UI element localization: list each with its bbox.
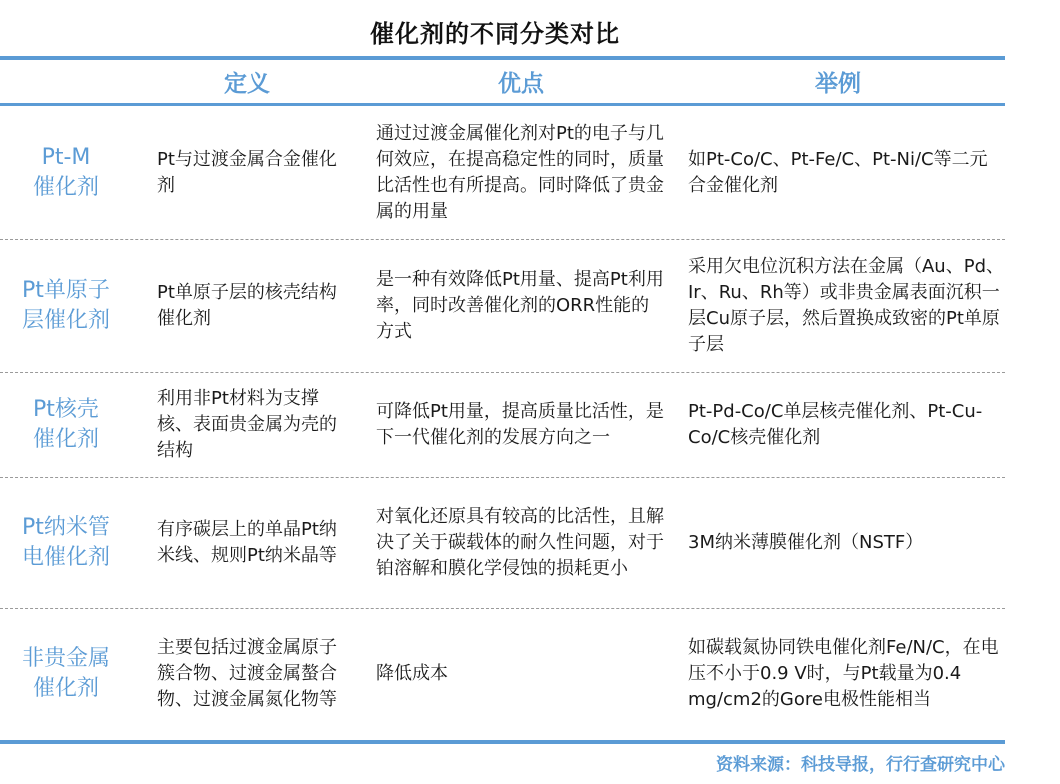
row-example [688,478,1005,608]
row-category-name [0,240,132,372]
row-definition-text: 利用非Pt材料为支撑核、表面贵金属为壳的结构 [157,388,337,461]
row-advantage-text: 对氧化还原具有较高的比活性，且解决了关于碳载体的耐久性问题，对于铂溶解和膜化学侵蚀的损耗更小 [376,506,664,579]
row-example [688,240,1005,372]
row-category-name [0,106,132,239]
row-category-text: Pt纳米管 电催化剂 [21,515,110,570]
row-definition-text: Pt与过渡金属合金催化剂 [157,148,337,196]
row-definition [157,106,337,239]
table-row [0,609,1005,739]
row-definition-text: 主要包括过渡金属原子簇合物、过渡金属螯合物、过渡金属氮化物等 [157,637,337,710]
table-row [0,373,1005,477]
row-advantage [376,609,666,739]
header-example: 举例 [815,71,861,97]
row-category-text: Pt-M 催化剂 [32,144,99,200]
row-advantage [376,373,666,477]
row-example-text: 如Pt-Co/C、Pt-Fe/C、Pt-Ni/C等二元合金催化剂 [688,148,988,196]
header-advantage: 优点 [498,71,544,97]
row-definition-text: 有序碳层上的单晶Pt纳米线、规则Pt纳米晶等 [157,519,337,566]
row-example [688,373,1005,477]
row-category-name [0,478,132,608]
row-category-name [0,609,132,739]
row-example-text: 3M纳米薄膜催化剂（NSTF） [688,532,924,553]
row-advantage [376,106,666,239]
table-row [0,240,1005,372]
row-definition [157,609,337,739]
row-advantage [376,240,666,372]
row-advantage [376,478,666,608]
source-note: 资料来源：科技导报，行行查研究中心 [716,755,1005,775]
row-category-name [0,373,132,477]
row-category-text: 非贵金属 催化剂 [21,646,110,701]
row-advantage-text: 通过过渡金属催化剂对Pt的电子与几何效应，在提高稳定性的同时，质量比活性也有所提高。同时降低了贵金属的用量 [376,122,664,222]
table-bottom-rule [0,740,1005,744]
header-definition: 定义 [224,71,270,97]
row-definition-text: Pt单原子层的核壳结构催化剂 [157,282,337,329]
row-definition [157,373,337,477]
row-definition [157,478,337,608]
row-advantage-text: 可降低Pt用量，提高质量比活性，是下一代催化剂的发展方向之一 [376,401,664,448]
row-example-text: Pt-Pd-Co/C单层核壳催化剂、Pt-Cu-Co/C核壳催化剂 [688,401,983,448]
row-advantage-text: 是一种有效降低Pt用量、提高Pt利用率，同时改善催化剂的ORR性能的方式 [376,269,664,342]
row-example [688,106,1005,239]
row-example-text: 如碳载氮协同铁电催化剂Fe/N/C，在电压不小于0.9 V时，与Pt载量为0.4 mg/cm2的Gore电极性能相当 [688,637,999,710]
row-definition [157,240,337,372]
table-row [0,106,1005,239]
row-example [688,609,1005,739]
table-row [0,478,1005,608]
row-example-text: 采用欠电位沉积方法在金属（Au、Pd、Ir、Ru、Rh等）或非贵金属表面沉积一层Cu原子层，然后置换成致密的Pt单原子层 [688,256,1005,355]
row-category-text: Pt核壳 催化剂 [32,397,99,452]
row-category-text: Pt单原子 层催化剂 [21,278,110,333]
row-advantage-text: 降低成本 [376,663,448,684]
page-title: 催化剂的不同分类对比 [370,20,620,48]
